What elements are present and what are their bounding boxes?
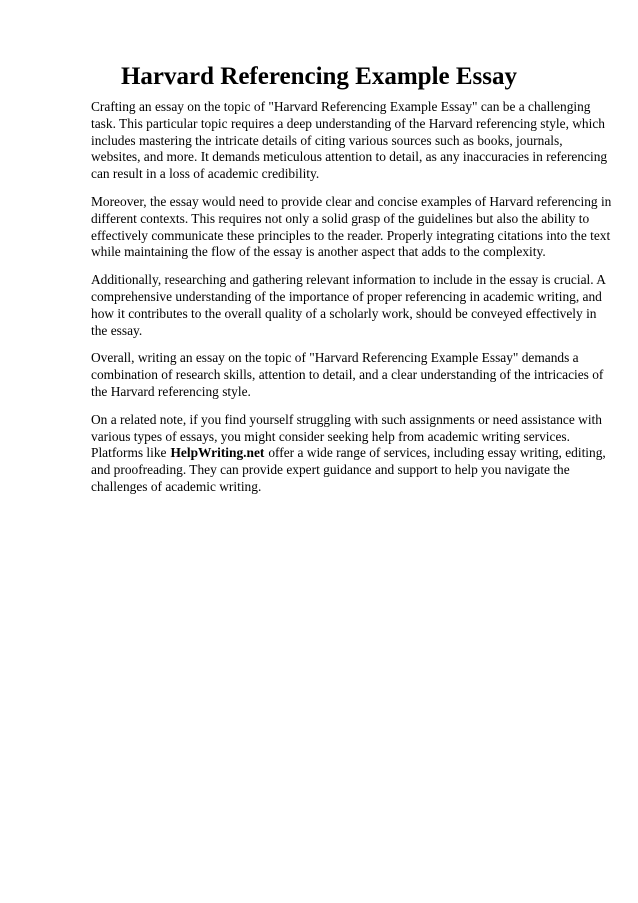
text-line: combination of research skills, attention to detail, and a clear understanding of the intricacies of	[91, 367, 604, 383]
paragraph-2	[91, 193, 612, 261]
text-line: effectively communicate these principles to the reader. Properly integrating citations into the text	[91, 227, 611, 243]
helpwriting-link[interactable]: HelpWriting.net	[170, 445, 265, 461]
link-line	[91, 445, 606, 462]
paragraph-5	[91, 411, 606, 496]
text-line: On a related note, if you find yourself struggling with such assignments or need assistance with	[91, 411, 602, 427]
paragraph-3	[91, 272, 606, 339]
paragraph-1	[91, 99, 608, 183]
text-line: Crafting an essay on the topic of "Harvard Referencing Example Essay" can be a challenging	[91, 99, 591, 114]
text-line: the Harvard referencing style.	[91, 383, 251, 399]
text-line: the essay.	[91, 322, 143, 338]
text-line: different contexts. This requires not only a solid grasp of the guidelines but also the ability to	[91, 210, 590, 226]
text-line: challenges of academic writing.	[91, 478, 262, 494]
text-line: can result in a loss of academic credibility.	[91, 166, 320, 182]
text-line: task. This particular topic requires a deep understanding of the Harvard referencing style, which	[91, 115, 605, 131]
link-line-after: offer a wide range of services, including essay writing, editing,	[268, 445, 606, 461]
paragraph-4	[91, 350, 604, 400]
text-line: websites, and more. It demands meticulous attention to detail, as any inaccuracies in referencing	[91, 149, 608, 165]
text-line: various types of essays, you might consider seeking help from academic writing services.	[91, 428, 570, 444]
page-title: Harvard Referencing Example Essay	[120, 63, 518, 90]
text-line: while maintaining the flow of the essay is another aspect that adds to the complexity.	[91, 244, 546, 260]
text-line: comprehensive understanding of the importance of proper referencing in academic writing, and	[91, 288, 602, 304]
text-line: Additionally, researching and gathering relevant information to include in the essay is crucial. A	[91, 272, 606, 288]
link-line-before: Platforms like	[91, 445, 167, 461]
text-line: Overall, writing an essay on the topic of "Harvard Referencing Example Essay" demands a	[91, 350, 579, 366]
text-line: Moreover, the essay would need to provide clear and concise examples of Harvard referencing in	[91, 193, 612, 209]
text-line: includes mastering the intricate details of citing various sources such as books, journals,	[91, 132, 563, 148]
essay-body	[91, 99, 612, 507]
text-line: and proofreading. They can provide expert guidance and support to help you navigate the	[91, 462, 570, 478]
text-line: how it contributes to the overall quality of a scholarly work, should be conveyed effectively in	[91, 305, 597, 321]
